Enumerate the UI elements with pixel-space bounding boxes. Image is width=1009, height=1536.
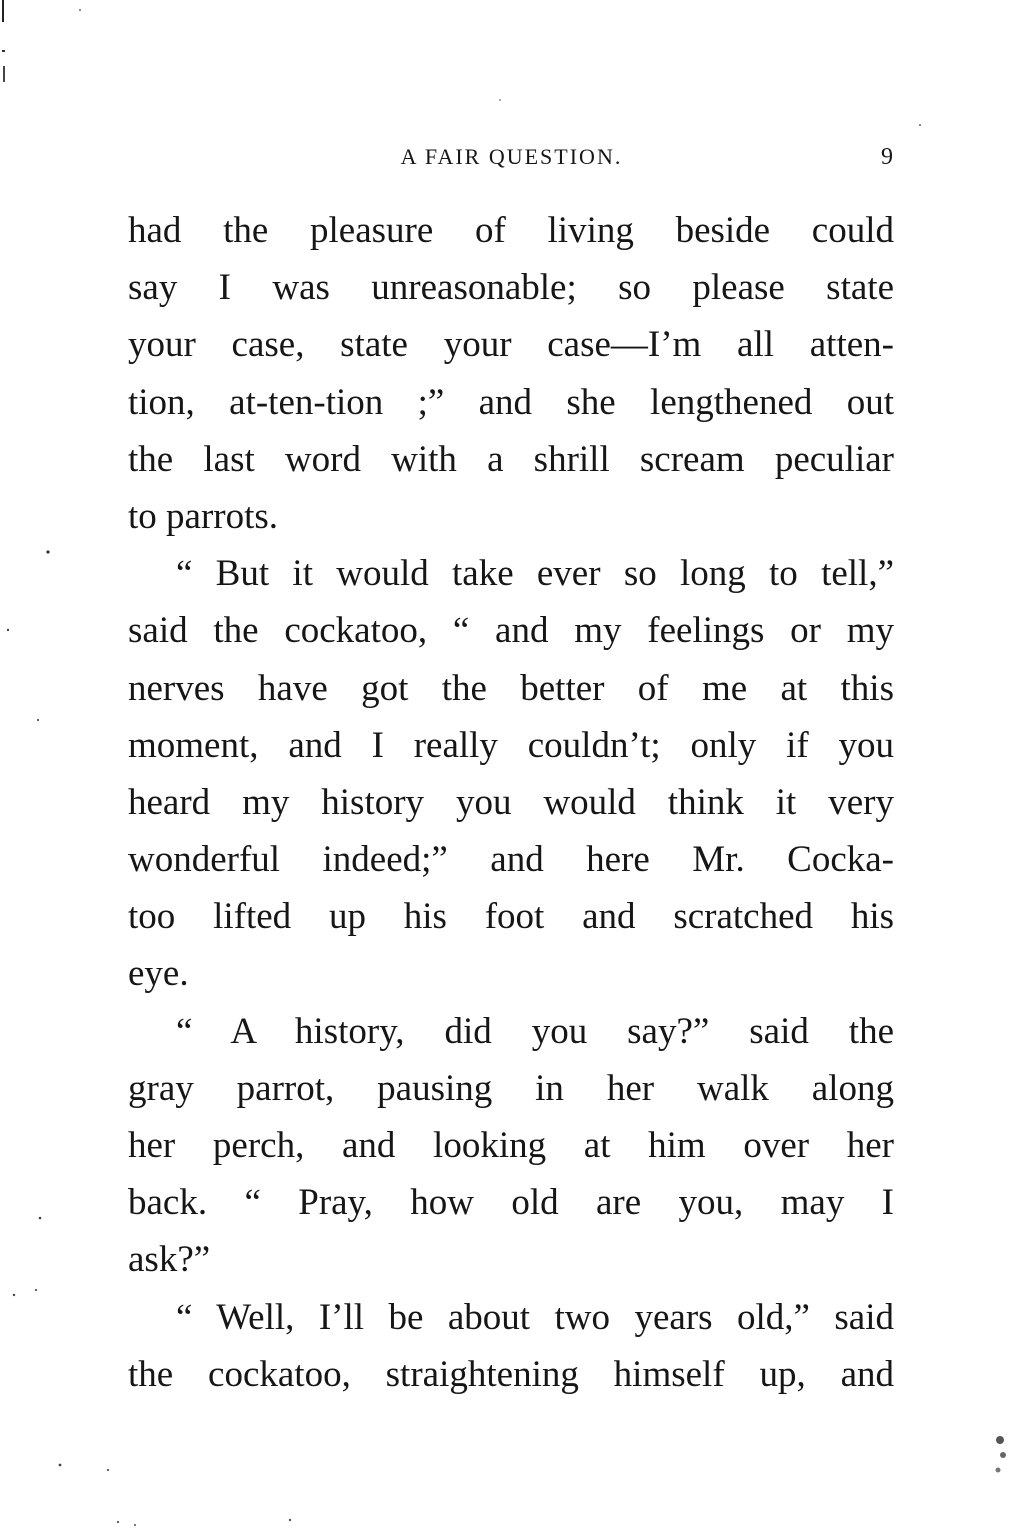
text-line: “ Well, I’ll be about two years old,” said <box>176 1296 894 1338</box>
text-line: had the pleasure of living beside could <box>128 210 894 251</box>
text-line: heard my history you would think it very <box>128 781 894 823</box>
text-line: her perch, and looking at him over her <box>128 1125 894 1166</box>
text-line: nerves have got the better of me at this <box>128 667 894 709</box>
chapter-title: A FAIR QUESTION. <box>400 144 623 169</box>
running-head <box>130 142 893 172</box>
text-line: wonderful indeed;” and here Mr. Cocka- <box>128 839 894 881</box>
page-number: 9 <box>881 144 893 170</box>
text-line: “ A history, did you say?” said the <box>176 1010 894 1052</box>
text-line: your case, state your case—I’m all atten- <box>128 324 894 366</box>
text-line: too lifted up his foot and scratched his <box>128 896 894 938</box>
text-line: eye. <box>128 953 189 995</box>
text-line: back. “ Pray, how old are you, may I <box>128 1182 894 1224</box>
text-line: say I was unreasonable; so please state <box>128 267 894 309</box>
text-line: “ But it would take ever so long to tell,” <box>176 553 894 595</box>
text-line: ask?” <box>128 1239 211 1281</box>
text-line: the last word with a shrill scream peculiar <box>128 438 894 480</box>
text-line: moment, and I really couldn’t; only if you <box>128 724 894 766</box>
text-line: tion, at-ten-tion ;” and she lengthened out <box>128 381 894 423</box>
text-line: to parrots. <box>128 495 279 537</box>
text-line: gray parrot, pausing in her walk along <box>128 1067 894 1109</box>
text-line: the cockatoo, straightening himself up, and <box>128 1353 894 1395</box>
body-text <box>128 202 894 1403</box>
text-line: said the cockatoo, “ and my feelings or my <box>128 610 894 652</box>
